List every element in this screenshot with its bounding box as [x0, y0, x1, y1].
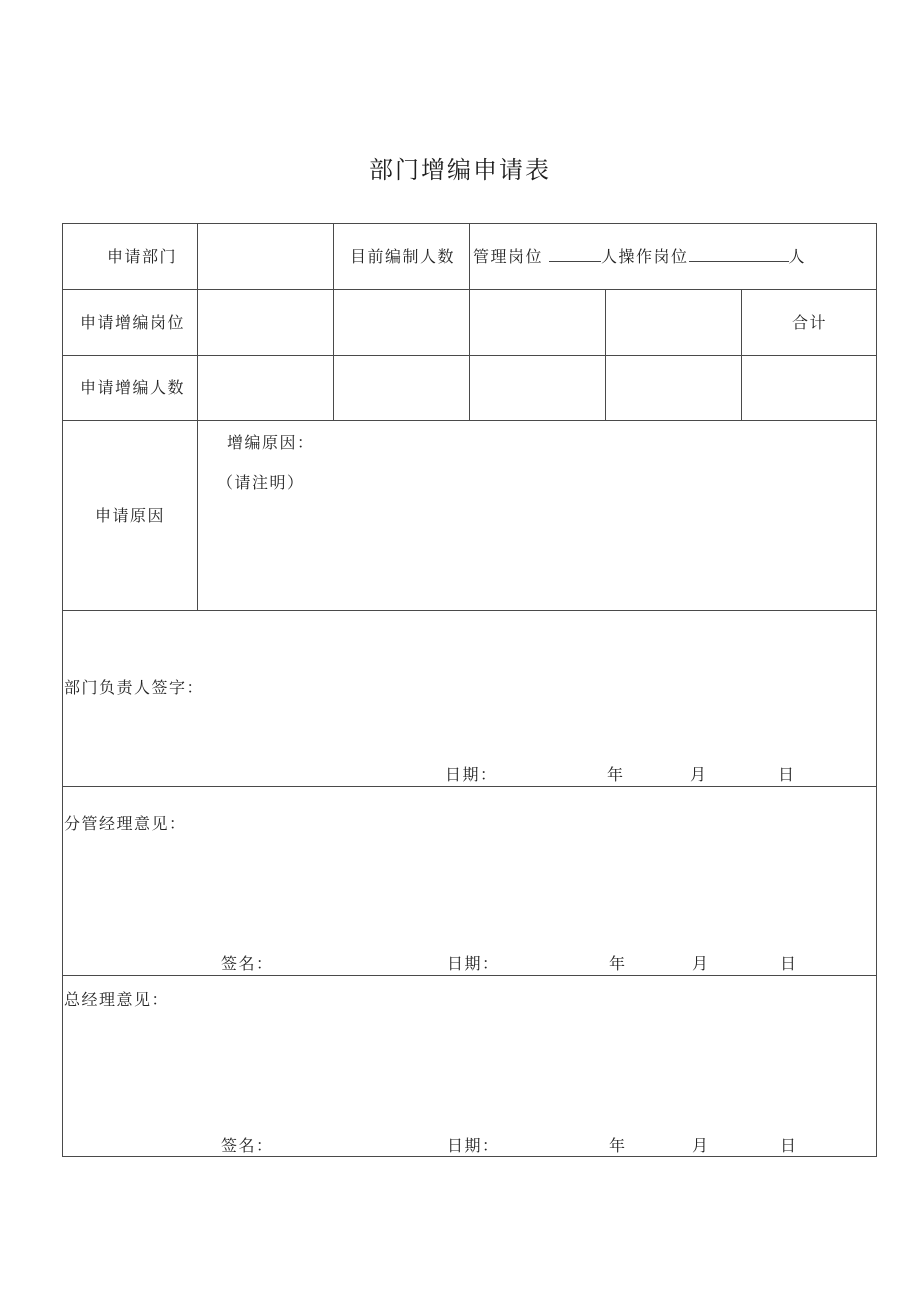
division-manager-opinion-area[interactable]: [70, 845, 860, 935]
position-input[interactable]: [477, 313, 597, 333]
row-divider: [62, 786, 877, 787]
label-date: 日期：: [447, 1136, 500, 1155]
operations-count-input[interactable]: [689, 247, 789, 262]
label-month: 月: [692, 954, 710, 973]
position-input[interactable]: [205, 313, 325, 333]
label-month: 月: [692, 1136, 710, 1155]
label-management-positions: 管理岗位: [473, 247, 544, 266]
headcount-input[interactable]: [341, 378, 461, 398]
column-divider: [741, 289, 742, 421]
label-requested-positions: 申请增编岗位: [80, 313, 186, 332]
unit-people: 人: [788, 247, 807, 266]
unit-people: 人: [601, 247, 619, 266]
headcount-input[interactable]: [205, 378, 325, 398]
headcount-input[interactable]: [477, 378, 597, 398]
reason-note: （请注明）: [217, 473, 305, 492]
table-border-bottom: [62, 1156, 877, 1157]
column-divider: [469, 223, 470, 421]
total-headcount-input[interactable]: [749, 378, 869, 398]
label-division-manager-opinion: 分管经理意见：: [64, 814, 187, 833]
label-year: 年: [609, 954, 627, 973]
label-operations-positions: 操作岗位: [618, 247, 689, 266]
position-input[interactable]: [341, 313, 461, 333]
label-total: 合计: [792, 313, 828, 332]
label-current-headcount: 目前编制人数: [350, 247, 456, 266]
general-manager-opinion-area[interactable]: [70, 1020, 860, 1110]
label-date: 日期：: [447, 954, 500, 973]
label-day: 日: [780, 1136, 798, 1155]
column-divider: [197, 223, 198, 611]
label-requested-headcount: 申请增编人数: [80, 378, 186, 397]
label-application-reason: 申请原因: [95, 506, 166, 525]
label-day: 日: [780, 954, 798, 973]
label-general-manager-opinion: 总经理意见：: [64, 990, 170, 1009]
label-dept-head-signature: 部门负责人签字：: [64, 678, 205, 697]
reason-textarea[interactable]: [210, 505, 860, 601]
dept-head-signature-area[interactable]: [240, 678, 540, 698]
row-divider: [62, 610, 877, 611]
table-border-right: [876, 223, 877, 1157]
label-date: 日期：: [445, 765, 498, 784]
department-input[interactable]: [205, 247, 325, 267]
reason-heading: 增编原因：: [227, 433, 315, 452]
management-count-input[interactable]: [549, 247, 601, 262]
label-day: 日: [778, 765, 796, 784]
label-year: 年: [609, 1136, 627, 1155]
form-title: 部门增编申请表: [369, 156, 551, 184]
label-year: 年: [607, 765, 625, 784]
column-divider: [605, 289, 606, 421]
label-signature: 签名：: [221, 954, 274, 973]
label-signature: 签名：: [221, 1136, 274, 1155]
position-input[interactable]: [613, 313, 733, 333]
headcount-input[interactable]: [613, 378, 733, 398]
table-border-left: [62, 223, 63, 1157]
column-divider: [333, 223, 334, 421]
label-month: 月: [690, 765, 708, 784]
label-applying-department: 申请部门: [107, 247, 178, 266]
row-divider: [62, 975, 877, 976]
headcount-breakdown: [473, 247, 806, 267]
